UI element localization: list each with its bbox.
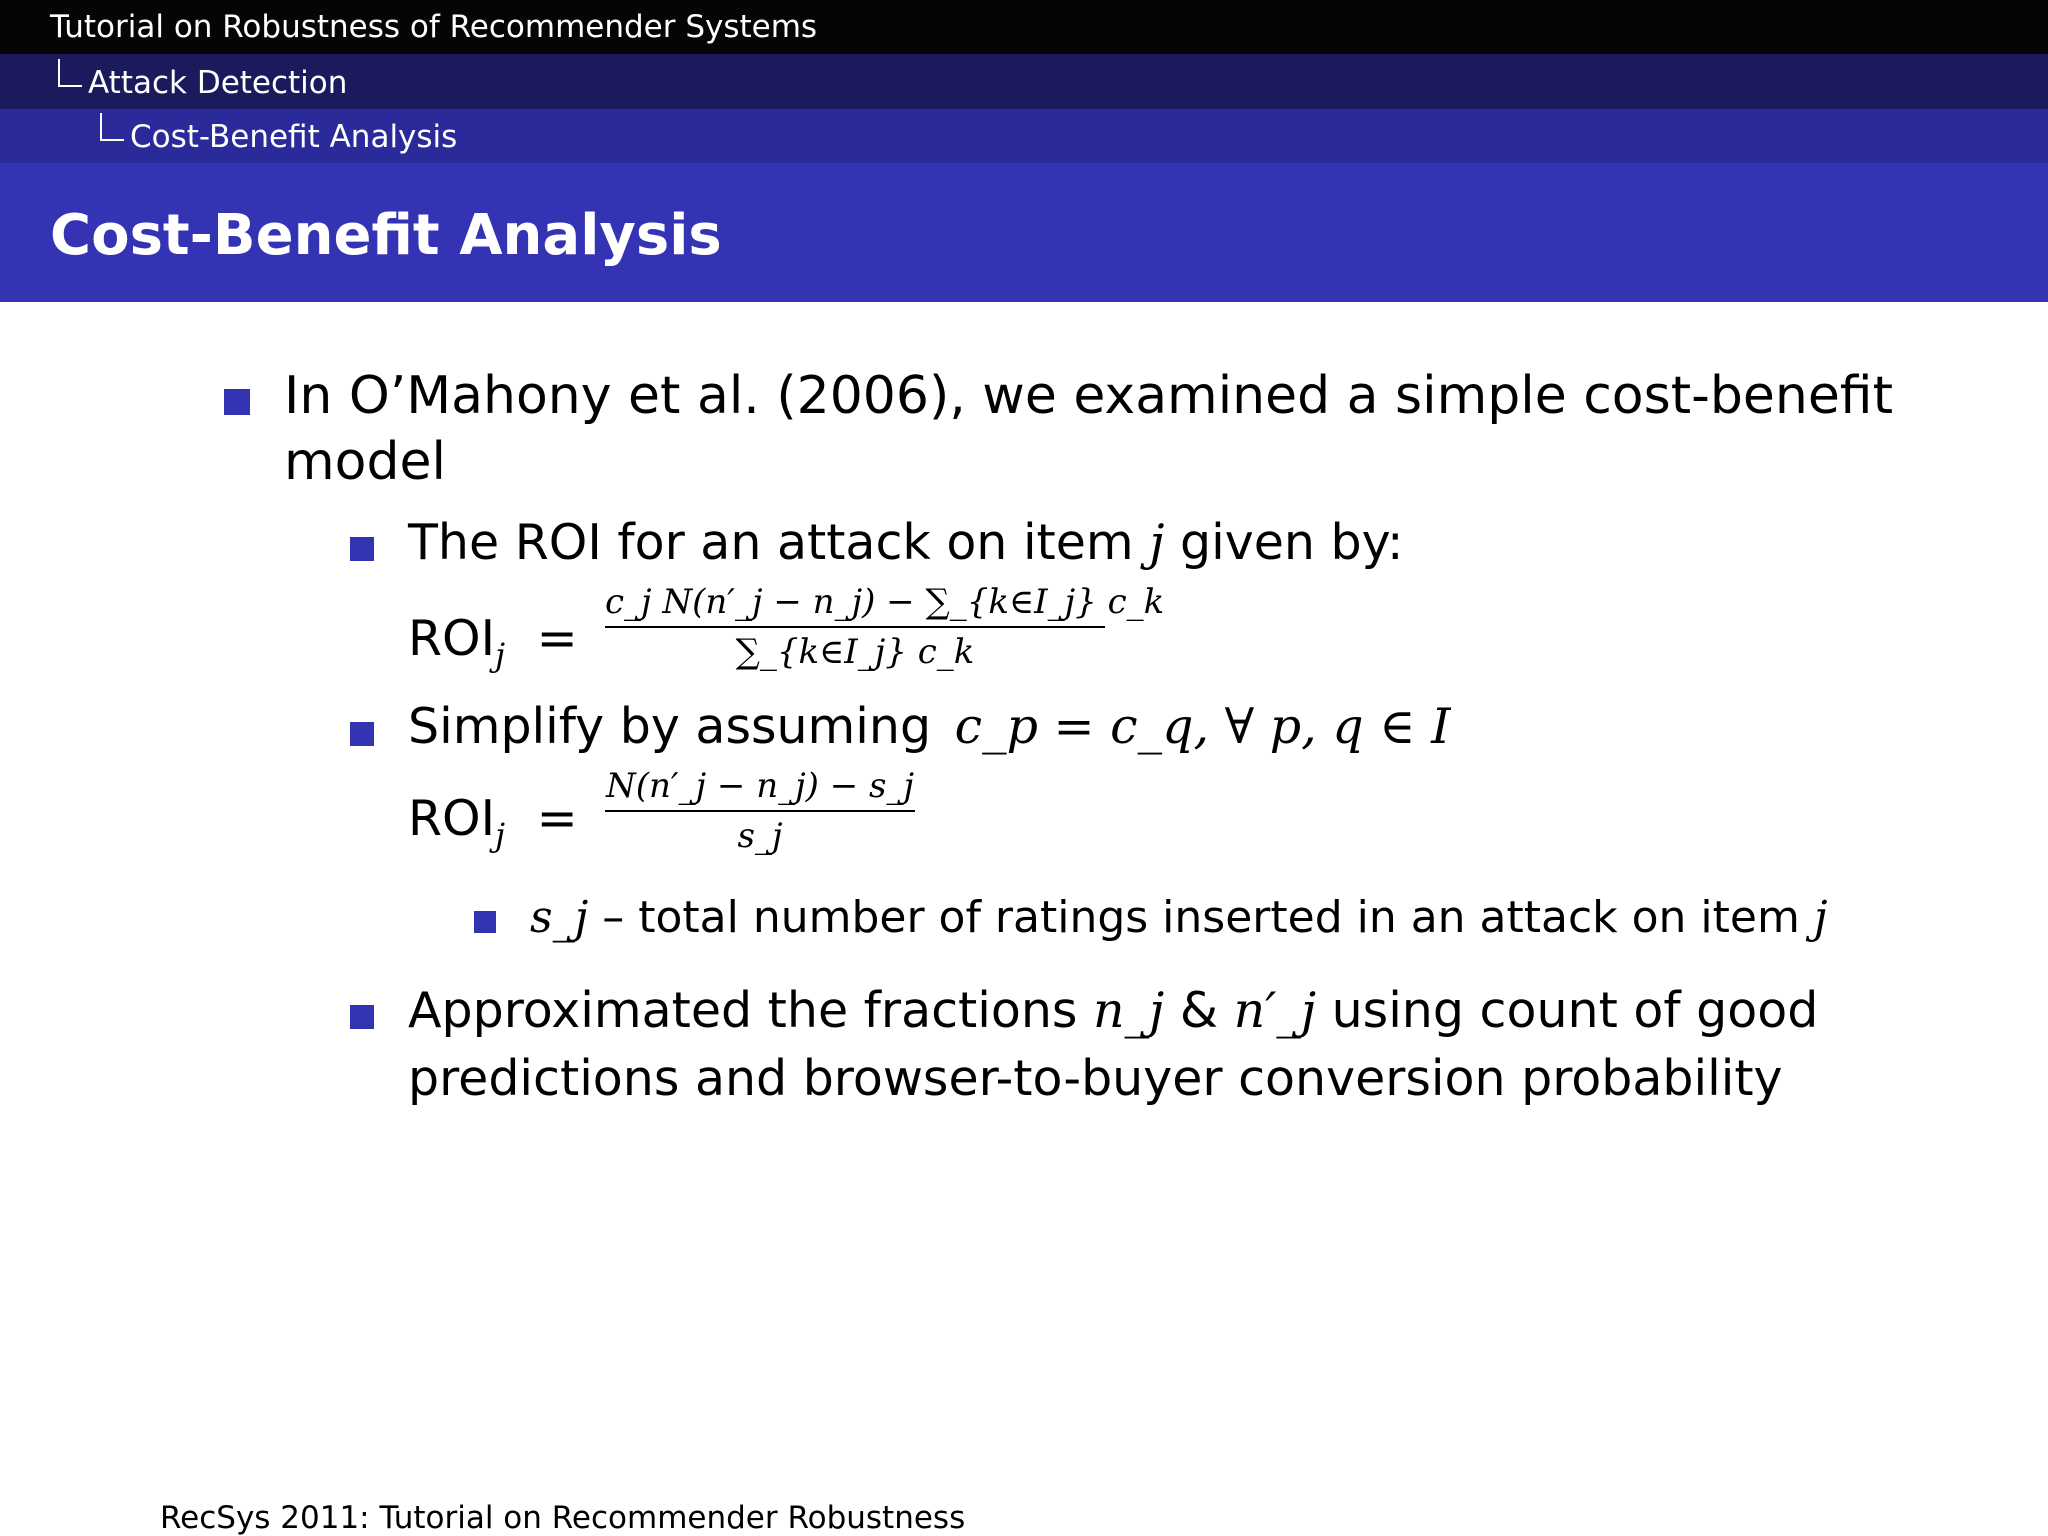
roi-fraction-2 — [605, 766, 915, 856]
bullet-square-icon — [474, 911, 496, 933]
header-presentation-title — [0, 0, 2048, 54]
bullet-3-text — [408, 698, 1450, 755]
equals-sign: = — [536, 790, 578, 847]
bullet-square-icon — [224, 389, 250, 415]
bullet-2-tail: given by: — [1180, 514, 1404, 571]
bullet-square-icon — [350, 722, 374, 746]
tree-connector-icon — [100, 113, 124, 141]
ampersand: & — [1179, 982, 1219, 1039]
s-j-variable: s_j — [530, 892, 589, 943]
slide-title: Cost-Benefit Analysis — [50, 203, 722, 268]
bullet-4-label: – total number of ratings inserted in an attack on item — [602, 892, 1800, 943]
tree-connector-icon — [58, 59, 82, 87]
bullet-3-math: c_p = c_q, ∀ p, q ∈ I — [954, 698, 1451, 755]
bullet-3-label: Simplify by assuming — [408, 698, 932, 755]
bullet-2-label: The ROI for an attack on item — [408, 514, 1134, 571]
roi-subscript: j — [495, 815, 505, 854]
bullet-4-text — [530, 892, 1828, 943]
equals-sign: = — [536, 610, 578, 667]
header-subsection — [0, 109, 2048, 163]
roi-label-1 — [408, 610, 578, 674]
bullet-5-label: Approximated the fractions — [408, 982, 1078, 1039]
roi-text: ROI — [408, 790, 496, 847]
roi-text: ROI — [408, 610, 496, 667]
subsection-title: Cost-Benefit Analysis — [130, 119, 458, 155]
section-title: Attack Detection — [88, 65, 348, 101]
bullet-square-icon — [350, 537, 374, 561]
fraction-1-bar — [605, 626, 1105, 628]
fraction-2-numerator: N(n′_j − n_j) − s_j — [605, 766, 915, 806]
bullet-5-line-2: predictions and browser-to-buyer conversion probability — [408, 1050, 1783, 1107]
bullet-5-line-1 — [408, 982, 1818, 1039]
roi-subscript: j — [495, 635, 505, 674]
slide-footer: RecSys 2011: Tutorial on Recommender Robustness — [160, 1500, 966, 1536]
bullet-5-tail: using count of good — [1331, 982, 1819, 1039]
fraction-1-denominator: ∑_{k∈I_j} c_k — [735, 632, 975, 672]
item-variable: j — [1149, 514, 1165, 571]
bullet-square-icon — [350, 1005, 374, 1029]
bullet-2-text — [408, 514, 1404, 571]
bullet-1-line-2: model — [284, 432, 446, 492]
fraction-1-numerator: c_j N(n′_j − n_j) − ∑_{k∈I_j} c_k — [605, 582, 1165, 622]
roi-label-2 — [408, 790, 578, 854]
n-j-variable: n_j — [1093, 982, 1165, 1039]
slide-title-bar — [0, 163, 2048, 302]
bullet-1-line-1: In O’Mahony et al. (2006), we examined a simple cost-benefit — [284, 366, 1893, 426]
fraction-2-bar — [605, 810, 915, 812]
n-prime-j-variable: n′_j — [1233, 982, 1317, 1039]
item-variable: j — [1813, 892, 1828, 943]
fraction-2-denominator: s_j — [737, 816, 783, 856]
presentation-title: Tutorial on Robustness of Recommender Systems — [50, 9, 818, 45]
header-section — [0, 54, 2048, 109]
roi-fraction-1 — [605, 582, 1165, 672]
